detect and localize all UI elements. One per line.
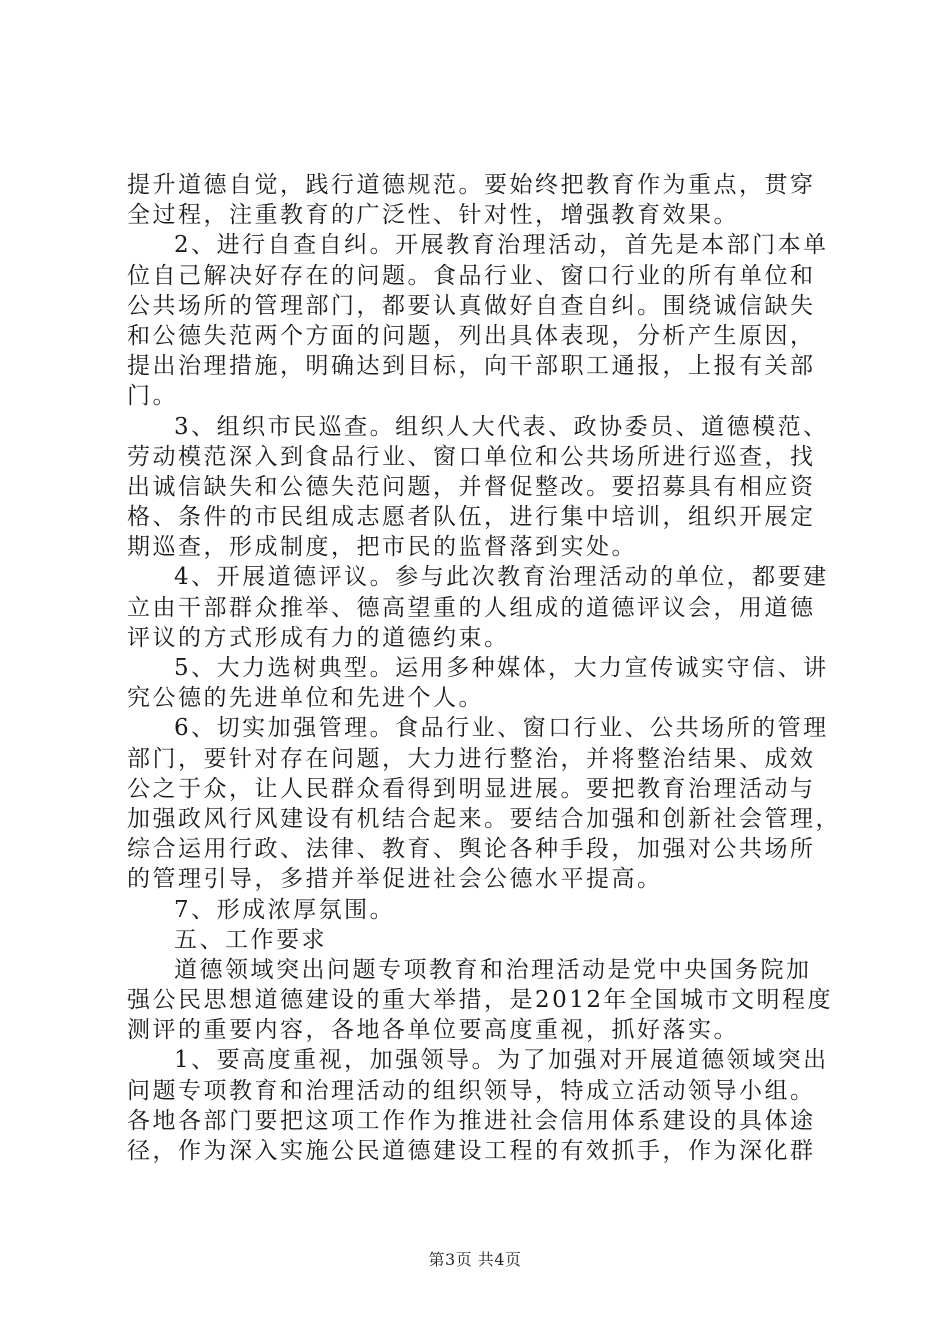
text-line: 1、要高度重视，加强领导。为了加强对开展道德领域突出: [174, 1047, 829, 1074]
text-line: 五、工作要求: [174, 926, 327, 953]
text-line: 强公民思想道德建设的重大举措，是2012年全国城市文明程度: [127, 987, 834, 1014]
text-line: 道德领域突出问题专项教育和治理活动是党中央国务院加: [174, 956, 812, 983]
text-line: 位自己解决好存在的问题。食品行业、窗口行业的所有单位和: [127, 262, 816, 289]
text-line: 期巡查，形成制度，把市民的监督落到实处。: [127, 534, 637, 561]
text-line: 公共场所的管理部门，都要认真做好自查自纠。围绕诚信缺失: [127, 292, 816, 319]
text-line: 各地各部门要把这项工作作为推进社会信用体系建设的具体途: [127, 1107, 816, 1134]
text-line: 3、组织市民巡查。组织人大代表、政协委员、道德模范、: [174, 413, 829, 440]
text-line: 5、大力选树典型。运用多种媒体，大力宣传诚实守信、讲: [174, 655, 829, 681]
text-line: 评议的方式形成有力的道德约束。: [127, 624, 510, 651]
text-line: 综合运用行政、法律、教育、舆论各种手段，加强对公共场所: [127, 836, 816, 863]
text-line: 6、切实加强管理。食品行业、窗口行业、公共场所的管理: [174, 715, 829, 742]
text-line: 出诚信缺失和公德失范问题，并督促整改。要招募具有相应资: [127, 473, 816, 500]
text-line: 立由干部群众推举、德高望重的人组成的道德评议会，用道德: [127, 594, 816, 621]
text-line: 提出治理措施，明确达到目标，向干部职工通报，上报有关部: [127, 353, 816, 380]
text-line: 4、开展道德评议。参与此次教育治理活动的单位，都要建: [174, 564, 829, 591]
text-line: 究公德的先进单位和先进个人。: [127, 685, 484, 712]
text-line: 2、进行自查自纠。开展教育治理活动，首先是本部门本单: [174, 232, 829, 259]
document-body: [127, 170, 841, 1166]
text-line: 加强政风行风建设有机结合起来。要结合加强和创新社会管理，: [127, 805, 841, 832]
text-line: 和公德失范两个方面的问题，列出具体表现，分析产生原因，: [127, 322, 816, 349]
text-line: 提升道德自觉，践行道德规范。要始终把教育作为重点，贯穿: [127, 172, 816, 198]
text-line: 问题专项教育和治理活动的组织领导，特成立活动领导小组。: [127, 1077, 816, 1104]
text-line: 门。: [127, 383, 178, 410]
text-line: 测评的重要内容，各地各单位要高度重视，抓好落实。: [127, 1017, 739, 1044]
text-line: 公之于众，让人民群众看得到明显进展。要把教育治理活动与: [127, 775, 816, 802]
text-line: 径，作为深入实施公民道德建设工程的有效抓手，作为深化群: [127, 1138, 816, 1164]
text-line: 劳动模范深入到食品行业、窗口单位和公共场所进行巡查，找: [127, 443, 816, 470]
text-line: 部门，要针对存在问题，大力进行整治，并将整治结果、成效: [127, 745, 816, 772]
text-line: 的管理引导，多措并举促进社会公德水平提高。: [127, 866, 663, 893]
page-footer: 第3页 共4页: [428, 1250, 522, 1269]
text-line: 格、条件的市民组成志愿者队伍，进行集中培训，组织开展定: [127, 504, 816, 531]
text-line: 全过程，注重教育的广泛性、针对性，增强教育效果。: [127, 202, 739, 229]
text-line: 7、形成浓厚氛围。: [174, 896, 396, 923]
